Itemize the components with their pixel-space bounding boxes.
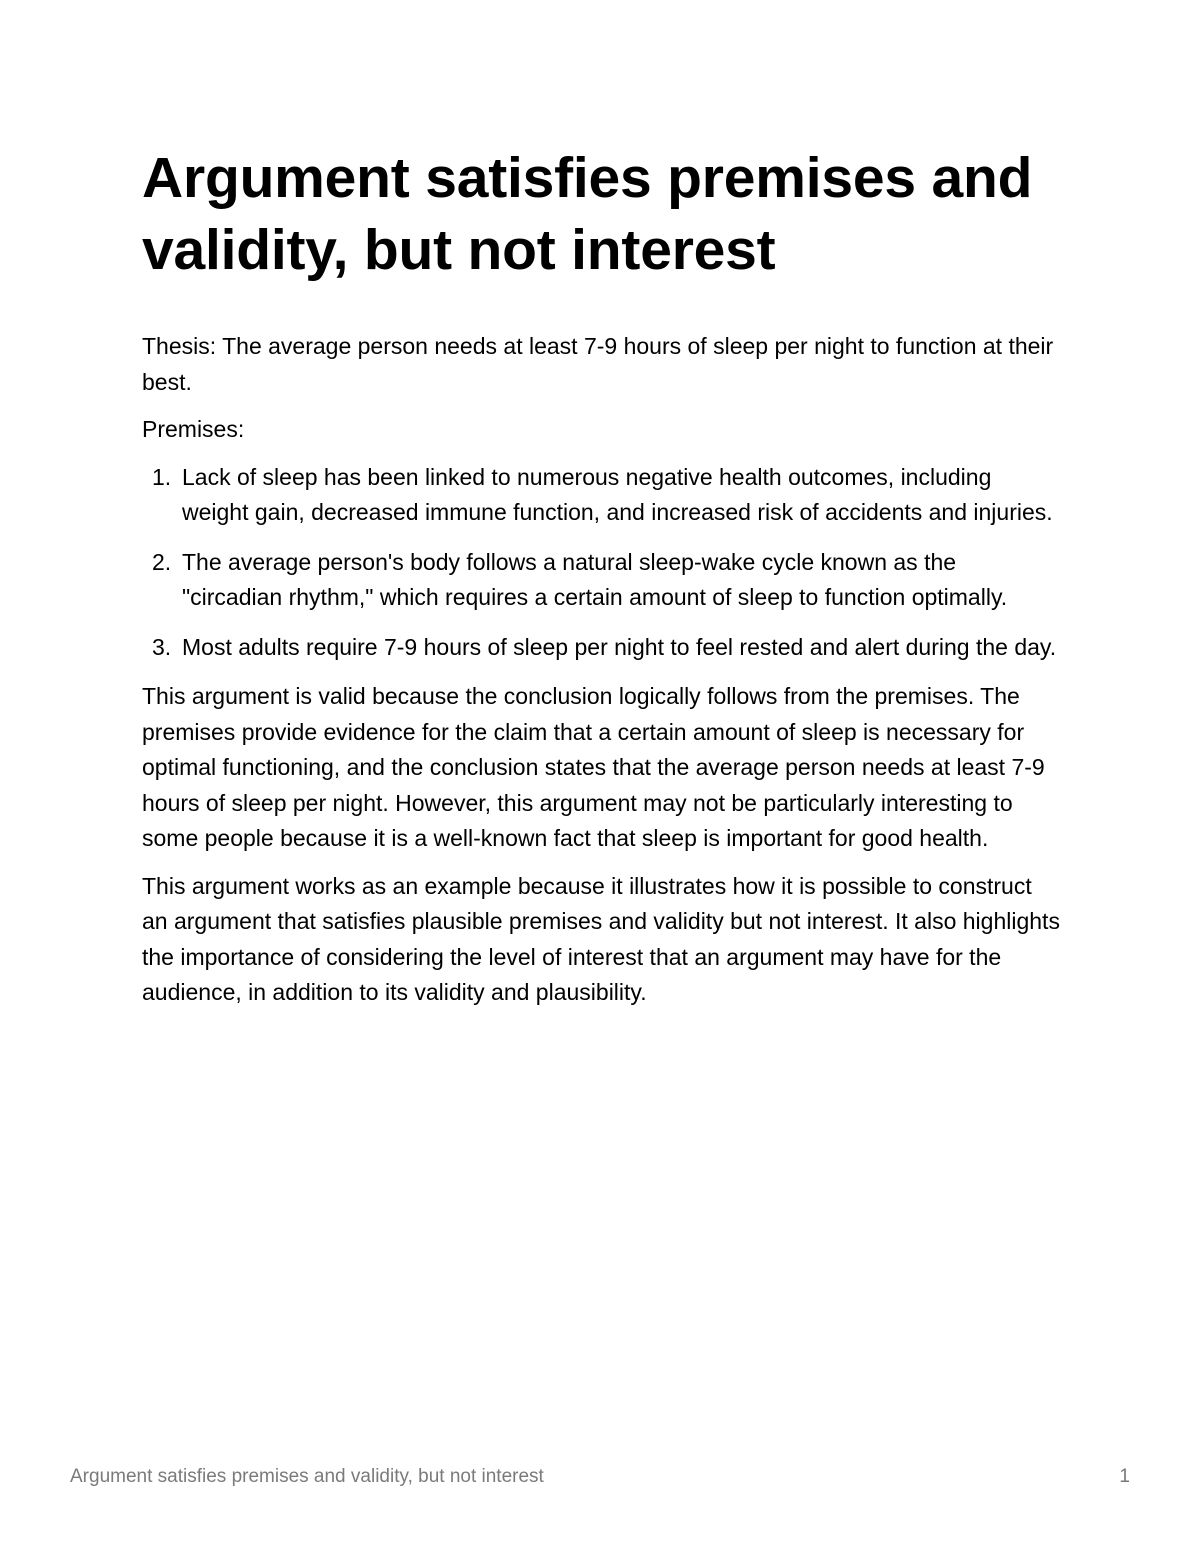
premise-number: 1. xyxy=(152,463,172,490)
validity-paragraph: This argument is valid because the conclusion logically follows from the premises. The premises provide evidence for the claim that a certain amount of sleep is necessary for optimal functioning, and the conclusion states that the average person needs at least 7-9 hours of sleep per night. However, this argument may not be particularly interesting to some people because it is a well-known fact that sleep is important for good health. xyxy=(142,683,1045,851)
thesis-paragraph: Thesis: The average person needs at least 7-9 hours of sleep per night to function at their best. xyxy=(142,333,1054,395)
premise-item-1 xyxy=(152,460,1062,531)
premise-number: 3. xyxy=(152,633,172,660)
premises-list xyxy=(152,460,1062,666)
premises-label: Premises: xyxy=(142,416,245,442)
premise-number: 2. xyxy=(152,548,172,575)
premise-text: The average person's body follows a natural sleep-wake cycle known as the "circadian rhythm," which requires a certain amount of sleep to function optimally. xyxy=(182,548,1008,610)
premise-text: Most adults require 7-9 hours of sleep per night to feel rested and alert during the day. xyxy=(182,633,1057,660)
premise-item-3 xyxy=(152,630,1062,666)
footer-page-number: 1 xyxy=(1119,1466,1130,1487)
footer-title: Argument satisfies premises and validity, but not interest xyxy=(70,1466,544,1487)
document-body xyxy=(142,142,1062,1023)
example-paragraph: This argument works as an example because it illustrates how it is possible to construct an argument that satisfies plausible premises and validity but not interest. It also highlights the importance of considering the level of interest that an argument may have for the audience, in addition to its validity and plausibility. xyxy=(142,872,1060,1005)
premise-item-2 xyxy=(152,545,1062,616)
document-title: Argument satisfies premises and validity, but not interest xyxy=(142,146,1033,282)
premise-text: Lack of sleep has been linked to numerous negative health outcomes, including weight gain, decreased immune function, and increased risk of accidents and injuries. xyxy=(182,463,1053,525)
